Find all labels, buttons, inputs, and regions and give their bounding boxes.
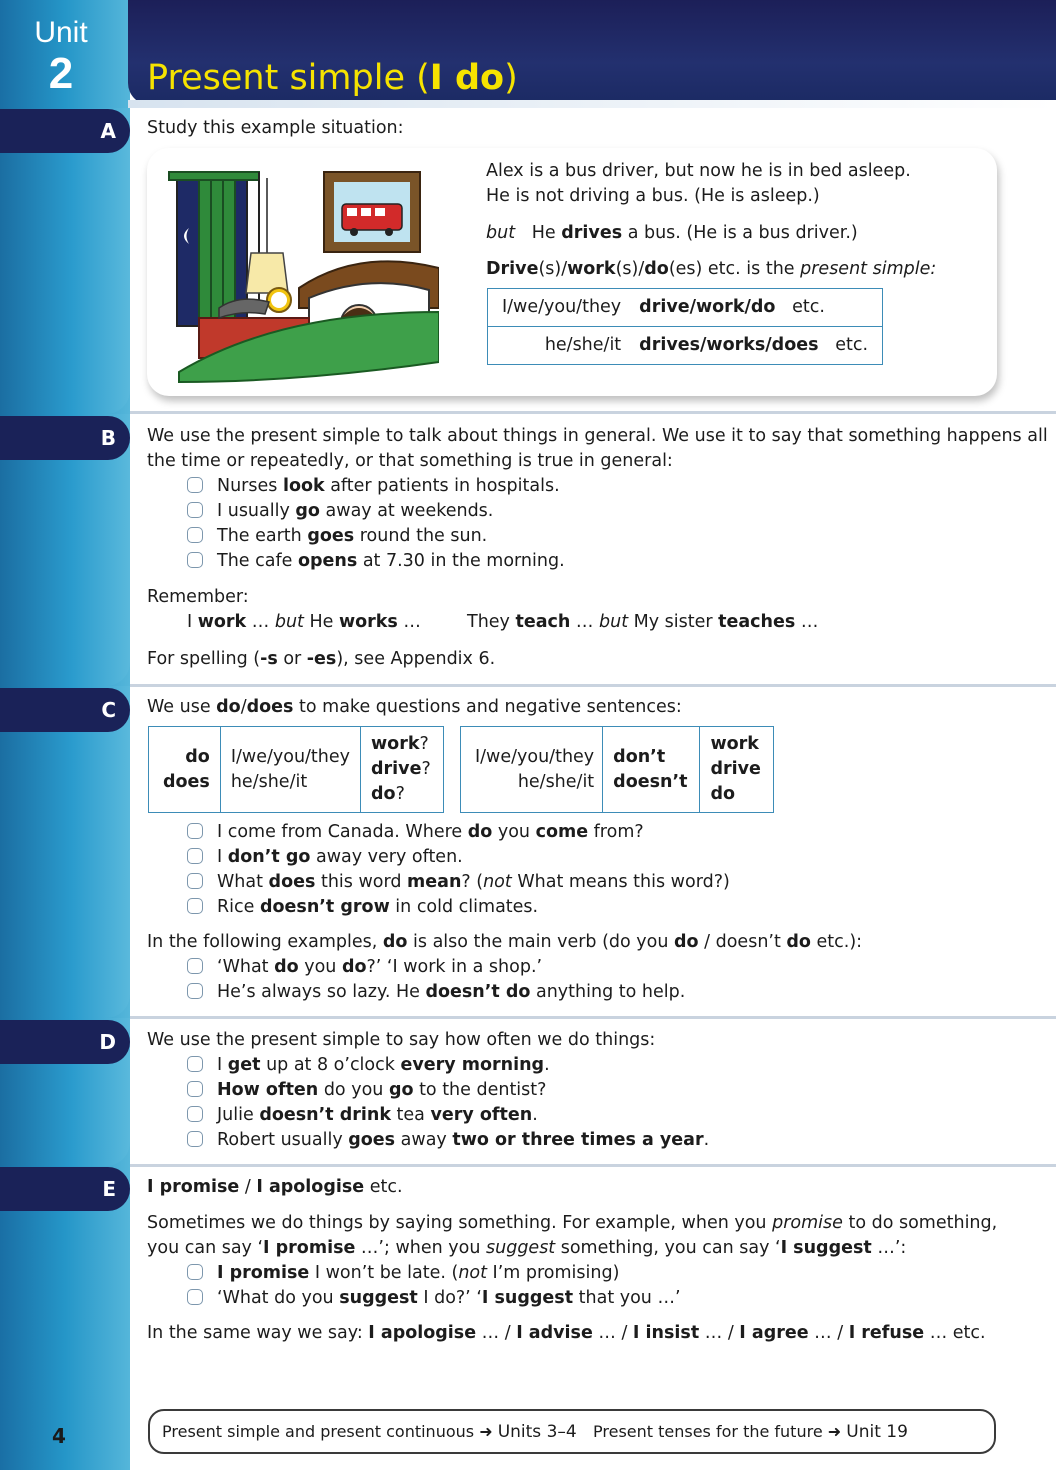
cross-reference-link[interactable]: Present tenses for the future ➜ Unit 19 bbox=[593, 1422, 908, 1442]
example-item: Rice doesn’t grow in cold climates. bbox=[187, 895, 538, 920]
section-e-paragraph: you can say ‘I promise …’; when you suggest something, you can say ‘I suggest …’: bbox=[147, 1238, 907, 1258]
bullet-box-icon bbox=[187, 873, 203, 889]
example-item: He’s always so lazy. He doesn’t do anything to help. bbox=[187, 980, 685, 1005]
example-item: Julie doesn’t drink tea very often. bbox=[187, 1103, 538, 1128]
section-tab-c: C bbox=[0, 688, 130, 732]
section-b-paragraph: the time or repeatedly, or that something is true in general: bbox=[147, 451, 673, 471]
page-number: 4 bbox=[52, 1424, 66, 1448]
section-divider bbox=[130, 1016, 1056, 1019]
example-item: How often do you go to the dentist? bbox=[187, 1078, 546, 1103]
sleeping-driver-illustration bbox=[159, 158, 439, 388]
table-cell: drive/work/do etc. bbox=[635, 289, 882, 327]
section-c-panel bbox=[0, 686, 130, 1018]
section-tab-d: D bbox=[0, 1020, 130, 1064]
bullet-box-icon bbox=[187, 1264, 203, 1280]
negative-table bbox=[460, 726, 774, 813]
table-row bbox=[149, 727, 444, 813]
bullet-box-icon bbox=[187, 502, 203, 518]
example-item: I get up at 8 o’clock every morning. bbox=[187, 1053, 550, 1078]
aux-cell: do does bbox=[149, 727, 221, 813]
example-item: What does this word mean? (not What means this word?) bbox=[187, 870, 730, 895]
arrow-right-icon: ➜ bbox=[827, 1422, 842, 1441]
section-c-paragraph: In the following examples, do is also the main verb (do you do / doesn’t do etc.): bbox=[147, 932, 863, 952]
table-cell: I/we/you/they bbox=[488, 289, 636, 327]
question-table bbox=[148, 726, 444, 813]
example-item: The cafe opens at 7.30 in the morning. bbox=[187, 549, 565, 574]
bullet-box-icon bbox=[187, 527, 203, 543]
example-item: Robert usually goes away two or three times a year. bbox=[187, 1128, 709, 1153]
example-item: Nurses look after patients in hospitals. bbox=[187, 474, 560, 499]
table-row bbox=[461, 727, 774, 813]
bullet-box-icon bbox=[187, 1056, 203, 1072]
section-tab-e: E bbox=[0, 1167, 130, 1211]
section-tab-b: B bbox=[0, 416, 130, 460]
section-a-panel bbox=[0, 108, 130, 414]
table-cell: he/she/it bbox=[488, 327, 636, 365]
section-divider bbox=[130, 684, 1056, 687]
bullet-box-icon bbox=[187, 477, 203, 493]
table-row bbox=[488, 327, 883, 365]
cross-reference-link[interactable]: Present simple and present continuous ➜ Units 3–4 bbox=[162, 1422, 577, 1442]
present-simple-definition: Drive(s)/work(s)/do(es) etc. is the present simple: bbox=[486, 259, 937, 279]
remember-example: They teach … but My sister teaches … bbox=[467, 612, 819, 632]
section-b-paragraph: We use the present simple to talk about things in general. We use it to say that something happens all bbox=[147, 426, 1048, 446]
situation-line: He is not driving a bus. (He is asleep.) bbox=[486, 186, 820, 206]
table-cell: drives/works/does etc. bbox=[635, 327, 882, 365]
bullet-box-icon bbox=[187, 958, 203, 974]
example-item: ‘What do you do?’ ‘I work in a shop.’ bbox=[187, 955, 542, 980]
verb-cell: work? drive? do? bbox=[361, 727, 444, 813]
bullet-box-icon bbox=[187, 1106, 203, 1122]
bullet-box-icon bbox=[187, 823, 203, 839]
section-d-intro: We use the present simple to say how often we do things: bbox=[147, 1030, 656, 1050]
conjugation-table bbox=[487, 288, 883, 365]
bullet-box-icon bbox=[187, 1131, 203, 1147]
situation-line: but He drives a bus. (He is a bus driver.) bbox=[486, 223, 858, 243]
section-divider bbox=[130, 411, 1056, 414]
situation-line: Alex is a bus driver, but now he is in bed asleep. bbox=[486, 161, 911, 181]
subject-cell: I/we/you/they he/she/it bbox=[461, 727, 603, 813]
unit-label: Unit bbox=[34, 16, 88, 49]
title-accent bbox=[128, 100, 1056, 108]
section-e-paragraph: Sometimes we do things by saying something. For example, when you promise to do something, bbox=[147, 1213, 998, 1233]
example-item: I don’t go away very often. bbox=[187, 845, 463, 870]
example-item: I come from Canada. Where do you come from? bbox=[187, 820, 644, 845]
section-divider bbox=[130, 1164, 1056, 1167]
example-item: The earth goes round the sun. bbox=[187, 524, 487, 549]
remember-example: I work … but He works … bbox=[187, 612, 421, 632]
bullet-box-icon bbox=[187, 848, 203, 864]
bullet-box-icon bbox=[187, 1289, 203, 1305]
bullet-box-icon bbox=[187, 552, 203, 568]
unit-number: 2 bbox=[48, 49, 74, 98]
bullet-box-icon bbox=[187, 1081, 203, 1097]
section-e-paragraph: In the same way we say: I apologise … / I advise … / I insist … / I agree … / I refuse … etc. bbox=[147, 1323, 986, 1343]
section-tab-a: A bbox=[0, 109, 130, 153]
cross-reference-box bbox=[148, 1409, 996, 1454]
example-item: I usually go away at weekends. bbox=[187, 499, 493, 524]
page-title: Present simple (I do) bbox=[147, 58, 518, 98]
table-row bbox=[488, 289, 883, 327]
remember-label: Remember: bbox=[147, 587, 249, 607]
example-item: ‘What do you suggest I do?’ ‘I suggest that you …’ bbox=[187, 1286, 681, 1311]
example-item: I promise I won’t be late. (not I’m promising) bbox=[187, 1261, 619, 1286]
arrow-right-icon: ➜ bbox=[479, 1422, 493, 1441]
bullet-box-icon bbox=[187, 898, 203, 914]
bullet-box-icon bbox=[187, 983, 203, 999]
situation-box bbox=[147, 148, 997, 396]
section-c-intro: We use do/does to make questions and negative sentences: bbox=[147, 697, 682, 717]
section-e-heading: I promise / I apologise etc. bbox=[147, 1177, 403, 1197]
verb-cell: work drive do bbox=[700, 727, 773, 813]
spelling-note: For spelling (-s or -es), see Appendix 6. bbox=[147, 649, 496, 669]
section-a-intro: Study this example situation: bbox=[147, 118, 404, 138]
subject-cell: I/we/you/they he/she/it bbox=[220, 727, 360, 813]
negative-cell: don’t doesn’t bbox=[603, 727, 700, 813]
